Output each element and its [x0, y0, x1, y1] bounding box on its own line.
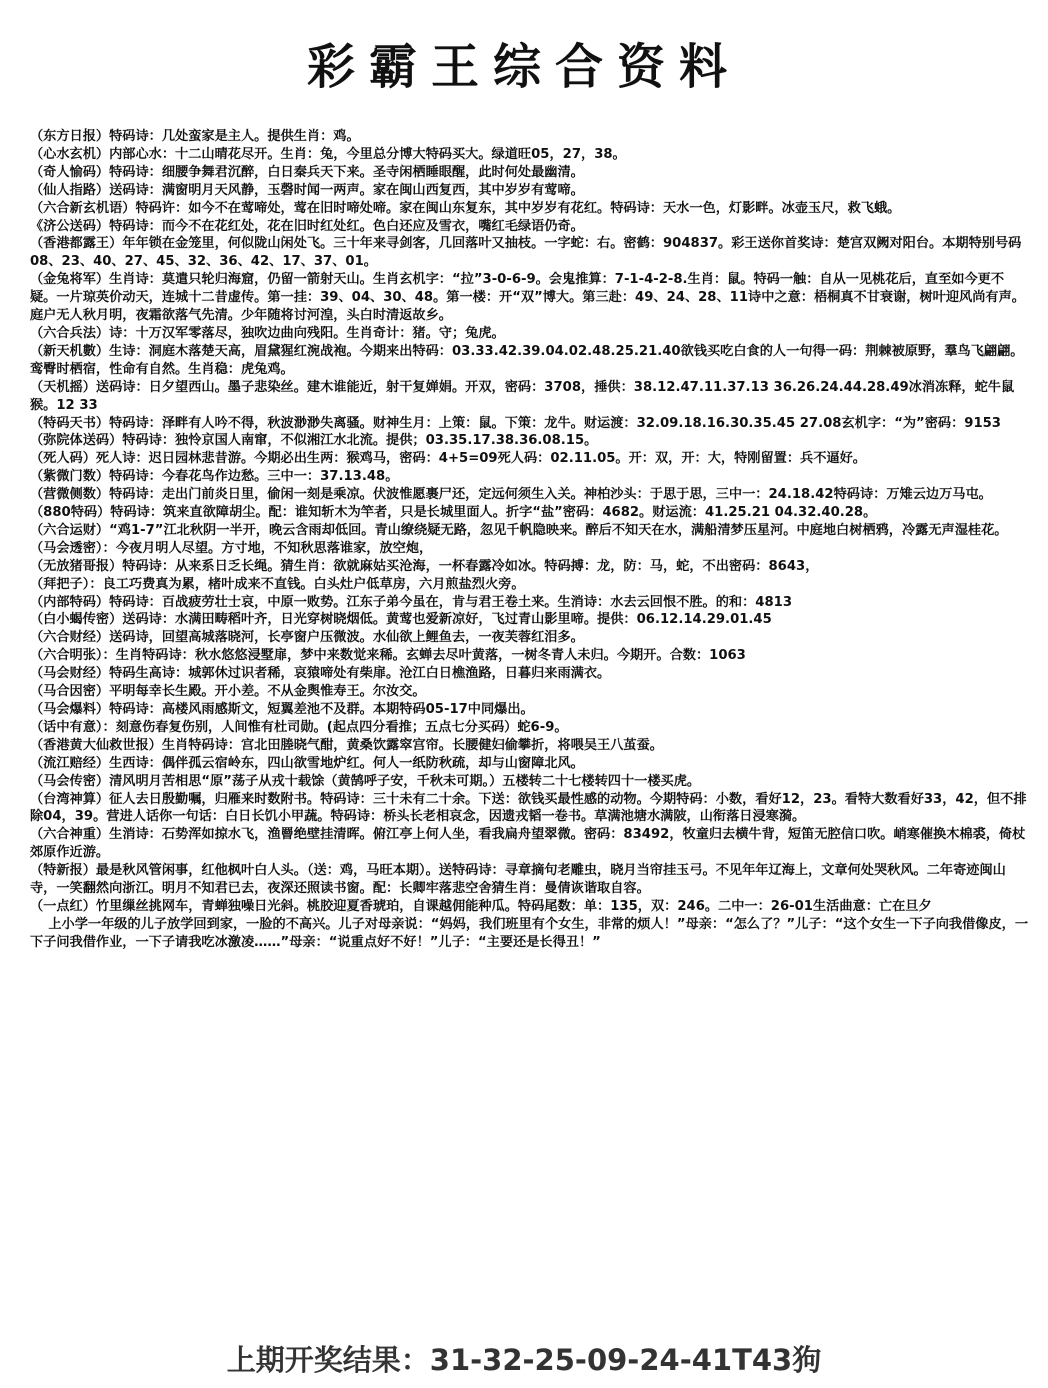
document-body: （东方日报）特码诗：几处蛮家是主人。提供生肖：鸡。 （心水玄机）内部心水：十二山晴花尽开。生肖：兔，今里总分博大特码买大。绿道旺05，27，38。 （奇人愉码）特码诗：细腰争舞君沉醉，白日秦兵天下来。圣寺闲栖睡眼醒，此时何处最幽清。 （仙人指路）送码诗：满窗明月天风静，玉磬时闻一两声。家在闽山西复西，其中岁岁有莺啼。 （六合新玄机语）特码许：如今不在莺啼处，莺在旧时啼处啼。家在闽山东复东，其中岁岁有花红。特码诗：天水一色，灯影畔。冰壶玉尺，救飞蛾。 《济公送码）特码诗：而今不在花红处，花在旧时红处红。色白还应及雪衣，嘴红毛绿语仍奇。 （香港都露王）年年锁在金笼里，何似陇山闲处飞。三十年来寻剑客，几回落叶又抽枝。一字蛇：右。密鹤：904837。彩王送你首奖诗：楚宫双阙对阳台。本期特别号码08、23、40、27、45、32、36、42、17、37、01。 （金兔将军）生肖诗：莫遣只轮归海窟，仍留一箭射天山。生肖玄机字：“拉”3-0-6-9。会鬼推算：7-1-4-2-8.生肖：鼠。特码一触：自从一见桃花后，直至如今更不疑。一片琼英价动天，连城十二昔虚传。第一挂：39、04、30、48。第一楼：开“双”博大。第三赴：49、24、28、11诗中之意：梧桐真不甘衰谢，树叶迎风尚有声。庭户无人秋月明，夜霜欲落气先清。少年随将讨河湟，头白时清返故乡。 （六合兵法）诗：十万汉军零落尽，独吹边曲向残阳。生肖奇计：猪。守；兔虎。 （新天机數）生诗：洞庭木落楚天高，眉黛猩红涴战袍。今期来出特码：03.33.42.39.04.02.48.25.21.40欲钱买吃白食的人一句得一码：荆棘被原野，羣鸟飞翩翩。鸾臀时栖宿，性命有自然。生肖稳：虎兔鸡。 （天机摇）送码诗：日夕望西山。墨子悲染丝。建木谁能近，射干复婵娟。开双，密码：3708，捶供：38.12.47.11.37.13 36.26.24.44.28.49冰消冻释，蛇牛鼠猴。12 33 （特码天书）特码诗：泽畔有人吟不得，秋波渺渺失离骚。财神生月：上策：鼠。下策：龙牛。财运渡：32.09.18.16.30.35.45 27.08玄机字：“为”密码：9153 （弥院体送码）特码诗：独怜京国人南窜，不似湘江水北流。提供；03.35.17.38.36.08.15。 （死人码）死人诗：迟日园林悲昔游。今期必出生两：猴鸡马，密码：4+5=09死人码：02.11.05。开：双，开：大，特刚留置：兵不逼好。 （紫微门数）特码诗：今春花鸟作边愁。三中一：37.13.48。 （营微侧数）特码诗：走出门前炎日里，偷闲一刻是乘凉。伏波惟愿裹尸还，定远何须生入关。神柏沙头：于思于思，三中一：24.18.42特码诗：万雉云边万马屯。 （880特码）特码诗：筑来直欲障胡尘。配：谁知斩木为竿者，只是长城里面人。折字“盐”密码：4682。财运流：41.25.21 04.32.40.28。 （六合运财）“鸡1-7”江北秋阴一半开，晚云含雨却低回。青山缭绕疑无路，忽见千帆隐映来。醉后不知天在水，满船清梦压星河。中庭地白树栖鸦，冷露无声湿桂花。 （马会透密）：今夜月明人尽望。方寸地，不知秋思落谁家，放空炮， （无放猪哥报）特码诗：从来系日乏长绳。猜生肖：欲就麻姑买沧海，一杯春露冷如冰。特码搏：龙，防：马，蛇，不出密码：8643， （拜把子）：良工巧费真为累，楮叶成来不直钱。白头灶户低草房，六月煎盐烈火旁。 （内部特码）特码诗：百战疲劳壮士哀，中原一败势。江东子弟今虽在，肯与君王卷土来。生消诗：水去云回恨不胜。的和：4813 （白小蝎传密）送码诗：水满田畴稻叶齐，日光穿树晓烟低。黄莺也爱新凉好，飞过青山影里啼。提供：06.12.14.29.01.45 （六合财经）送码诗，回望高城落晓河，长亭窗户压微波。水仙欲上鲤鱼去，一夜芙蓉红泪多。 （六合明张）：生肖特码诗：秋水悠悠浸墅扉，梦中来数觉来稀。玄蝉去尽叶黄落，一树冬青人未归。今期开。合数：1063 （马会财经）特码生高诗：城郭休过识者稀，哀猿啼处有柴扉。沧江白日樵渔路，日暮归来雨满衣。 （马合因密）平明每幸长生殿。开小差。不从金舆惟寿王。尔汝交。 （马会爆料）特码诗：高楼风雨感斯文，短翼差池不及群。本期特码05-17中同爆出。 （话中有意）：刻意伤春复伤别，人间惟有杜司勋。(起点四分看推；五点七分买码）蛇6-9。 （香港黄大仙救世报）生肖特码诗：宫北田塍晓气酣，黄桑饮露窣宫帘。长腰健妇偷攀折，将喂吴王八茧蚕。 （流江赔经）生西诗：偶伴孤云宿岭东，四山欲雪地炉红。何人一纸防秋疏，却与山窗障北风。 （马会传密）清风明月苦相思“原”荡子从戎十载馀（黄鹄呼子安，千秋未可期。）五楼转二十七楼转四十一楼买虎。 （台湾神算）征人去日殷勤嘱，归雁来时数附书。特码诗：三十未有二十余。下送：欲钱买最性感的动物。今期特码：小数，看好12，23。看特大数看好33，42，但不排除04，39。营进人话你一句话：白日长饥小甲蔬。特码诗：桥头长老相哀念，因遗戎韬一卷书。草满池塘水满陂，山衔落日浸寒漪。 （六合神重）生消诗：石势浑如掠水飞，渔罾绝壁挂清晖。俯江亭上何人坐，看我扁舟望翠微。密码：83492，牧童归去横牛背，短笛无腔信口吹。峭寒催换木棉裘，倚杖郊原作近游。 （特新报）最是秋风管闲事，红他枫叶白人头。（送：鸡，马旺本期）。送特码诗：寻章摘句老雕虫，晓月当帘挂玉弓。不见年年辽海上，文章何处哭秋风。二年寄迹闽山寺，一笑翻然向浙江。明月不知君已去，夜深还照读书窗。配：长卿牢落悲空舍猜生肖：曼倩诙谐取自容。 （一点红）竹里缫丝挑网车，青蝉独噪日光斜。桃胶迎夏香琥珀，自课越佣能种瓜。特码尾数：单：135，双：246。二中一：26-01生活曲意：亡在旦夕 上小学一年级的儿子放学回到家，一脸的不高兴。儿子对母亲说：“妈妈，我们班里有个女生，非常的烦人！”母亲：“怎么了？”儿子：“这个女生一下子向我借像皮，一下子问我借作业，一下子请我吃冰激凌……”母亲：“说重点好不好！”儿子：“主要还是长得丑！” — [30, 129, 1029, 950]
last-draw-result: 上期开奖结果：31-32-25-09-24-41T43狗 — [226, 1343, 822, 1377]
page-title: 彩霸王综合资料 — [306, 39, 741, 95]
